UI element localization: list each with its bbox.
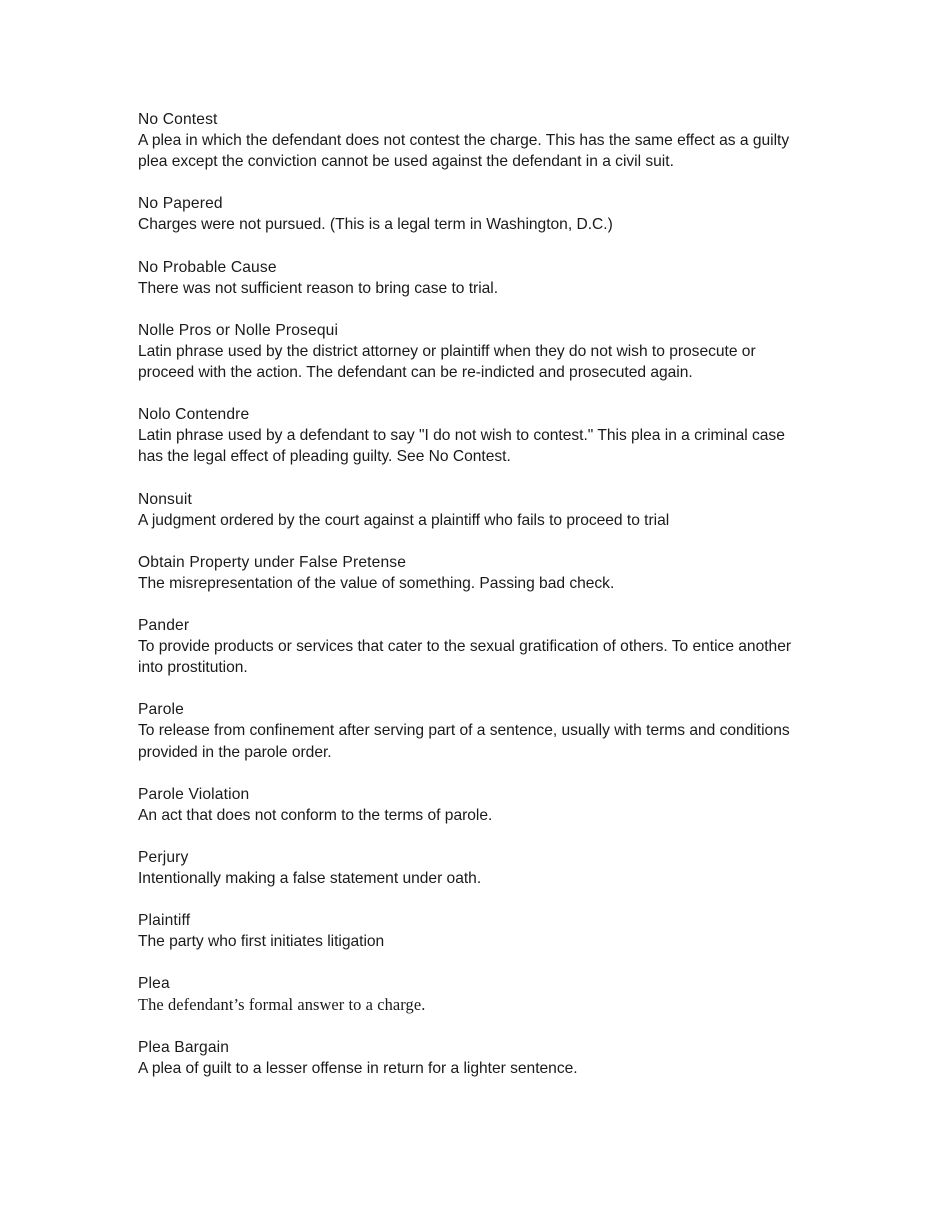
glossary-entry (138, 320, 810, 383)
glossary-definition: The misrepresentation of the value of something. Passing bad check. (138, 574, 615, 592)
glossary-term: Parole Violation (138, 785, 250, 803)
glossary-term: Perjury (138, 849, 189, 867)
glossary-term: Nonsuit (138, 490, 192, 508)
glossary-definition: Latin phrase used by the district attorney or plaintiff when they do not wish to prosecute or proceed with the action. The defendant can be re-indicted and prosecuted again. (138, 342, 756, 382)
glossary-term: Nolle Pros or Nolle Prosequi (138, 321, 339, 339)
glossary-entry (138, 615, 810, 678)
glossary-term: Pander (138, 617, 190, 635)
glossary-term: No Probable Cause (138, 258, 277, 276)
glossary-entry (138, 552, 810, 594)
glossary-entry (138, 257, 810, 299)
glossary-entry (138, 193, 810, 235)
glossary-definition: There was not sufficient reason to bring case to trial. (138, 279, 499, 297)
glossary-term: Nolo Contendre (138, 406, 250, 424)
glossary-term: Obtain Property under False Pretense (138, 553, 407, 571)
glossary-entry (138, 847, 810, 889)
glossary-entry (138, 489, 810, 531)
glossary-definition: The defendant’s formal answer to a charge. (138, 995, 426, 1015)
glossary-entry (138, 1037, 810, 1079)
glossary-term: Plea (138, 975, 170, 993)
glossary-entry (138, 109, 810, 172)
glossary-definition: To provide products or services that cater to the sexual gratification of others. To entice another into prostitution. (138, 638, 792, 677)
glossary-entry (138, 910, 810, 952)
glossary-term: Parole (138, 701, 184, 719)
glossary-definition: To release from confinement after serving part of a sentence, usually with terms and conditions provided in the parole order. (138, 722, 790, 761)
glossary-term: No Papered (138, 195, 223, 213)
glossary-term: Plaintiff (138, 912, 191, 930)
glossary-entry (138, 404, 810, 467)
glossary-definition: The party who first initiates litigation (138, 933, 385, 951)
glossary-term: No Contest (138, 111, 218, 128)
glossary-entry (138, 973, 810, 1015)
glossary-definition: A judgment ordered by the court against a plaintiff who fails to proceed to trial (138, 511, 670, 529)
glossary-entry (138, 699, 810, 762)
glossary-definition: Latin phrase used by a defendant to say "I do not wish to contest." This plea in a criminal case has the legal effect of pleading guilty. See No Contest. (138, 427, 785, 466)
glossary-definition: Charges were not pursued. (This is a legal term in Washington, D.C.) (138, 216, 613, 234)
glossary-definition: An act that does not conform to the terms of parole. (138, 806, 493, 824)
glossary-definition: Intentionally making a false statement under oath. (138, 870, 482, 888)
glossary-entry (138, 784, 810, 826)
glossary-term: Plea Bargain (138, 1038, 230, 1056)
glossary-list (138, 109, 810, 1079)
glossary-definition: A plea of guilt to a lesser offense in return for a lighter sentence. (138, 1059, 578, 1077)
glossary-definition: A plea in which the defendant does not contest the charge. This has the same effect as a guilty plea except the conviction cannot be used against the defendant in a civil suit. (138, 132, 790, 171)
